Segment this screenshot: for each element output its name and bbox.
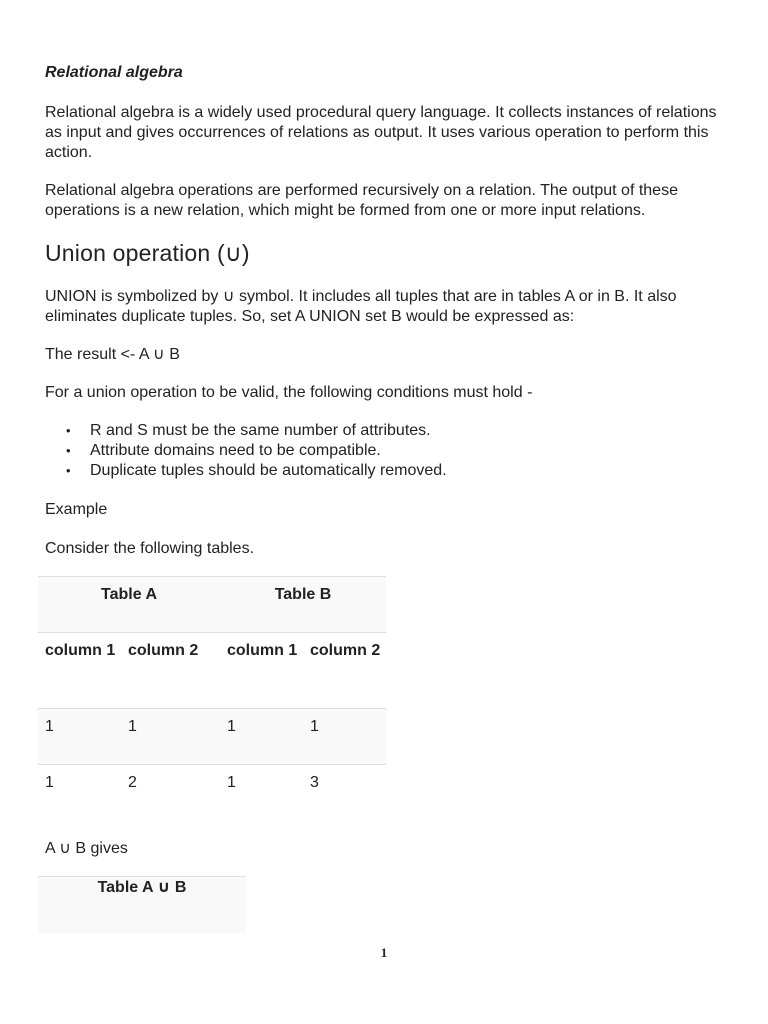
table-column-header-row <box>38 633 386 709</box>
section-heading: Union operation (∪) <box>45 240 250 266</box>
example-label: Example <box>45 501 108 518</box>
intro-paragraph-2: Relational algebra operations are performed recursively on a relation. The output of these operations is a new relation, which might be formed from one or more input relations. <box>45 182 678 219</box>
table-cell: 1 <box>227 774 236 791</box>
table-cell: 1 <box>45 774 54 791</box>
list-item: • Attribute domains need to be compatible. <box>90 441 447 461</box>
union-description: UNION is symbolized by ∪ symbol. It includes all tuples that are in tables A or in B. It also eliminates duplicate tuples. So, set A UNION set B would be expressed as: <box>45 288 677 325</box>
intro-paragraph-1: Relational algebra is a widely used procedural query language. It collects instances of relations as input and gives occurrences of relations as output. It uses various operation to perform this action. <box>45 104 717 161</box>
table-row <box>38 765 386 821</box>
table-union <box>38 876 246 933</box>
table-union-header: Table A ∪ B <box>38 877 246 933</box>
column-header: column 2 <box>121 633 220 709</box>
column-header: column 1 <box>38 633 121 709</box>
table-cell: 2 <box>128 774 137 791</box>
list-item: • Duplicate tuples should be automatically removed. <box>90 461 447 481</box>
page-number: 1 <box>380 945 388 960</box>
list-item: • R and S must be the same number of attributes. <box>90 421 447 441</box>
result-expression: The result <- A ∪ B <box>45 346 180 363</box>
table-cell: 3 <box>310 774 319 791</box>
conditions-intro: For a union operation to be valid, the following conditions must hold - <box>45 384 533 401</box>
tables-a-b <box>38 576 386 821</box>
conditions-list <box>45 421 447 481</box>
subtitle: Relational algebra <box>45 64 183 81</box>
table-a-header: Table A <box>38 577 220 633</box>
table-group-header-row <box>38 577 386 633</box>
result-caption: A ∪ B gives <box>45 840 128 857</box>
table-cell: 1 <box>121 709 220 765</box>
table-cell: 1 <box>220 709 303 765</box>
table-b-header: Table B <box>220 577 386 633</box>
column-header: column 2 <box>303 633 386 709</box>
table-cell: 1 <box>303 709 386 765</box>
table-row <box>38 709 386 765</box>
consider-text: Consider the following tables. <box>45 540 255 557</box>
table-cell: 1 <box>38 709 121 765</box>
column-header: column 1 <box>220 633 303 709</box>
table-union-header-row <box>38 877 246 933</box>
